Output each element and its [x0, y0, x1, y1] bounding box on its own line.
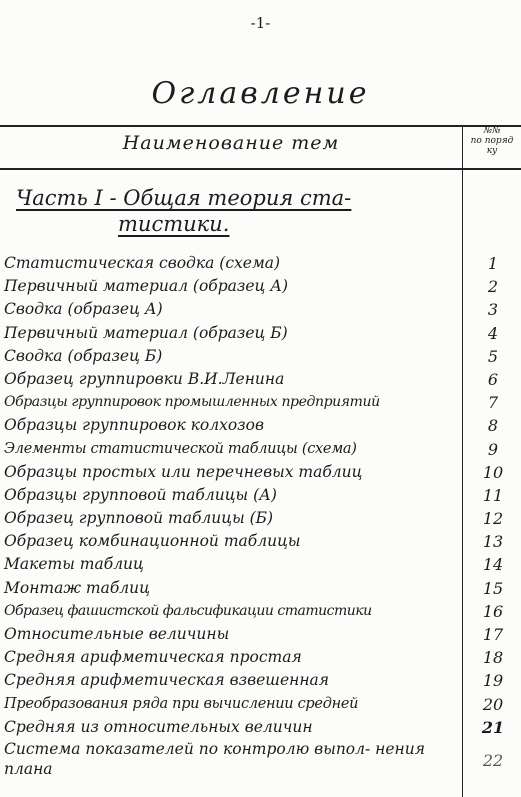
toc-entry-number: 14 [482, 555, 504, 575]
toc-entry [0, 623, 521, 646]
toc-entry [0, 414, 521, 437]
toc-entry-number: 8 [487, 416, 499, 436]
toc-entry-number: 18 [482, 648, 504, 668]
toc-entry-title: Элементы статистической таблицы (схема) [4, 440, 357, 457]
toc-entry-number: 13 [482, 532, 504, 552]
part-heading-line [16, 185, 456, 211]
toc-entry [0, 322, 521, 345]
toc-entry-number: 22 [482, 750, 504, 770]
toc-entry-title: Образцы группировок промышленных предприятий [4, 394, 380, 411]
toc-entry-title: Образцы группировок колхозов [4, 416, 264, 435]
toc-entry [0, 739, 521, 783]
toc-entry-title: Система показателей по контролю выпол- нения плана [4, 739, 426, 778]
toc-entry-title: Монтаж таблиц [4, 578, 150, 597]
toc-entry-number: 15 [482, 578, 504, 598]
toc-entry-title: Образцы простых или перечневых таблиц [4, 462, 363, 481]
toc-entry-number: 21 [481, 717, 505, 737]
column-header-number [463, 126, 521, 156]
toc-entry-number: 20 [482, 694, 504, 714]
toc-entry-title: Образец группировки В.И.Ленина [4, 369, 285, 388]
toc-entry-number: 4 [487, 323, 499, 343]
column-header-topics: Наименование тем [122, 132, 340, 154]
toc-entry-number: 16 [482, 601, 504, 621]
toc-entry-title: Образец комбинационной таблицы [4, 532, 301, 551]
table-header-border [0, 168, 521, 170]
part-heading-text: тистики. [118, 212, 230, 236]
toc-entry-title: Макеты таблиц [4, 555, 144, 574]
toc-entry [0, 553, 521, 576]
toc-entry-title: Статистическая сводка (схема) [4, 254, 281, 272]
toc-entry-title: Образец групповой таблицы (Б) [4, 509, 274, 528]
part-heading-text: Часть I - Общая теория ста- [16, 186, 352, 210]
toc-entry-number: 3 [487, 300, 499, 320]
toc-entry [0, 391, 521, 414]
page-number: -1- [250, 14, 271, 32]
toc-list [0, 252, 521, 783]
toc-entry-title: Образец фашистской фальсификации статистики [4, 602, 372, 619]
part-heading [16, 185, 456, 237]
toc-entry-number: 2 [487, 277, 499, 297]
toc-entry [0, 345, 521, 368]
toc-entry-title: Средняя арифметическая взвешенная [4, 671, 330, 690]
toc-entry [0, 298, 521, 321]
toc-entry-title: Средняя арифметическая простая [4, 648, 302, 667]
toc-entry [0, 461, 521, 484]
toc-entry-number: 6 [487, 369, 499, 389]
part-heading-line [16, 211, 456, 237]
toc-entry [0, 438, 521, 461]
table-top-border [0, 125, 521, 127]
toc-entry [0, 669, 521, 692]
toc-entry-title: Первичный материал (образец Б) [4, 323, 288, 342]
toc-entry [0, 600, 521, 623]
toc-entry [0, 484, 521, 507]
toc-entry-number: 11 [482, 485, 504, 505]
page-title: Оглавление [151, 76, 370, 111]
toc-entry-number: 19 [482, 671, 504, 691]
toc-entry-title: Сводка (образец А) [4, 300, 163, 319]
column-header-number-line: №№ [483, 126, 501, 136]
toc-entry [0, 716, 521, 739]
toc-entry-title: Сводка (образец Б) [4, 346, 163, 365]
toc-entry-title: Средняя из относительных величин [4, 717, 313, 736]
toc-entry [0, 368, 521, 391]
toc-entry-number: 17 [482, 625, 504, 644]
toc-entry-title: Относительные величины [4, 625, 230, 643]
toc-entry-number: 5 [487, 346, 499, 366]
toc-entry [0, 646, 521, 669]
toc-entry-number: 9 [487, 439, 499, 459]
toc-entry [0, 507, 521, 530]
toc-entry-number: 12 [482, 509, 504, 529]
toc-entry-title: Образцы групповой таблицы (А) [4, 485, 277, 504]
toc-entry-title: Преобразования ряда при вычислении средней [4, 695, 359, 712]
toc-entry [0, 693, 521, 716]
toc-entry-number: 1 [487, 254, 499, 273]
toc-entry-title: Первичный материал (образец А) [4, 277, 289, 296]
toc-entry-number: 7 [487, 393, 499, 413]
column-header-number-line: по поряд [470, 136, 514, 146]
toc-entry [0, 252, 521, 275]
toc-entry [0, 530, 521, 553]
toc-entry [0, 275, 521, 298]
toc-entry [0, 577, 521, 600]
toc-entry-number: 10 [482, 462, 504, 482]
column-header-number-line: ку [486, 146, 498, 156]
